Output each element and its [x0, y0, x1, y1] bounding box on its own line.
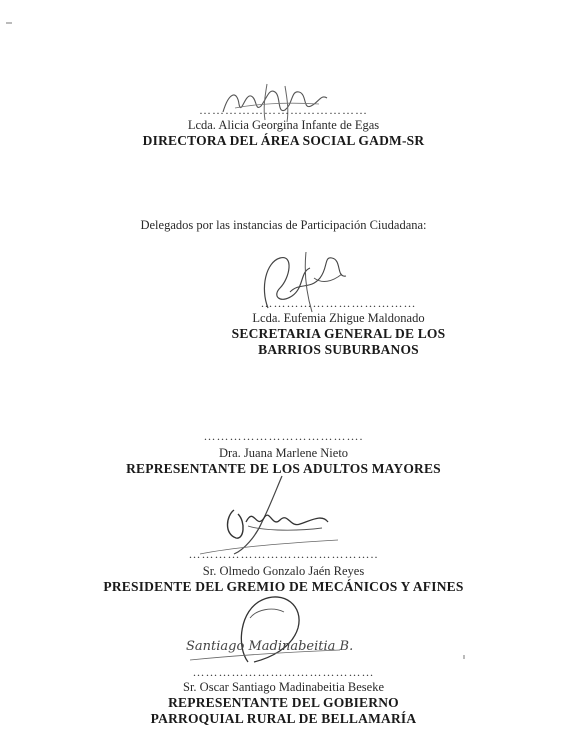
signature-line: …………………………………: [199, 103, 368, 117]
signatory-title-line-1: SECRETARIA GENERAL DE LOS: [231, 326, 446, 341]
intro-text: Delegados por las instancias de Participación Ciudadana:: [140, 218, 427, 232]
signatory-name: Dra. Juana Marlene Nieto: [218, 446, 349, 460]
signature-handwriting: Santiago Madinabeitia B.: [186, 639, 354, 654]
signatory-title: REPRESENTANTE DE LOS ADULTOS MAYORES: [126, 461, 441, 476]
signatory-name: Sr. Oscar Santiago Madinabeitia Beseke: [183, 680, 384, 694]
signature-line: ……………………………….: [203, 429, 364, 443]
signature-line: ………………………………: [260, 296, 417, 310]
signature-madinabeitia: [180, 588, 354, 670]
signatory-title: DIRECTORA DEL ÁREA SOCIAL GADM-SR: [142, 133, 425, 148]
signature-line: ……………………………………..: [188, 547, 379, 561]
signatory-title-line-2: PARROQUIAL RURAL DE BELLAMARÍA: [150, 711, 417, 726]
signatory-zhigue: [55, 297, 567, 358]
signatory-title-line-1: REPRESENTANTE DEL GOBIERNO: [168, 695, 399, 710]
scan-mark: [463, 655, 465, 659]
scan-mark: [6, 22, 12, 24]
signatory-title-line-2: BARRIOS SUBURBANOS: [258, 342, 419, 357]
signatory-name: Sr. Olmedo Gonzalo Jaén Reyes: [202, 564, 365, 578]
signatory-name: Lcda. Eufemia Zhigue Maldonado: [252, 311, 425, 325]
signatory-madinabeitia: [0, 666, 567, 727]
signatory-title: PRESIDENTE DEL GREMIO DE MECÁNICOS Y AFINES: [103, 579, 464, 594]
signatory-infante: [0, 104, 567, 149]
signature-line: ……………………………………: [192, 665, 375, 679]
signatory-name: Lcda. Alicia Georgina Infante de Egas: [187, 118, 380, 132]
